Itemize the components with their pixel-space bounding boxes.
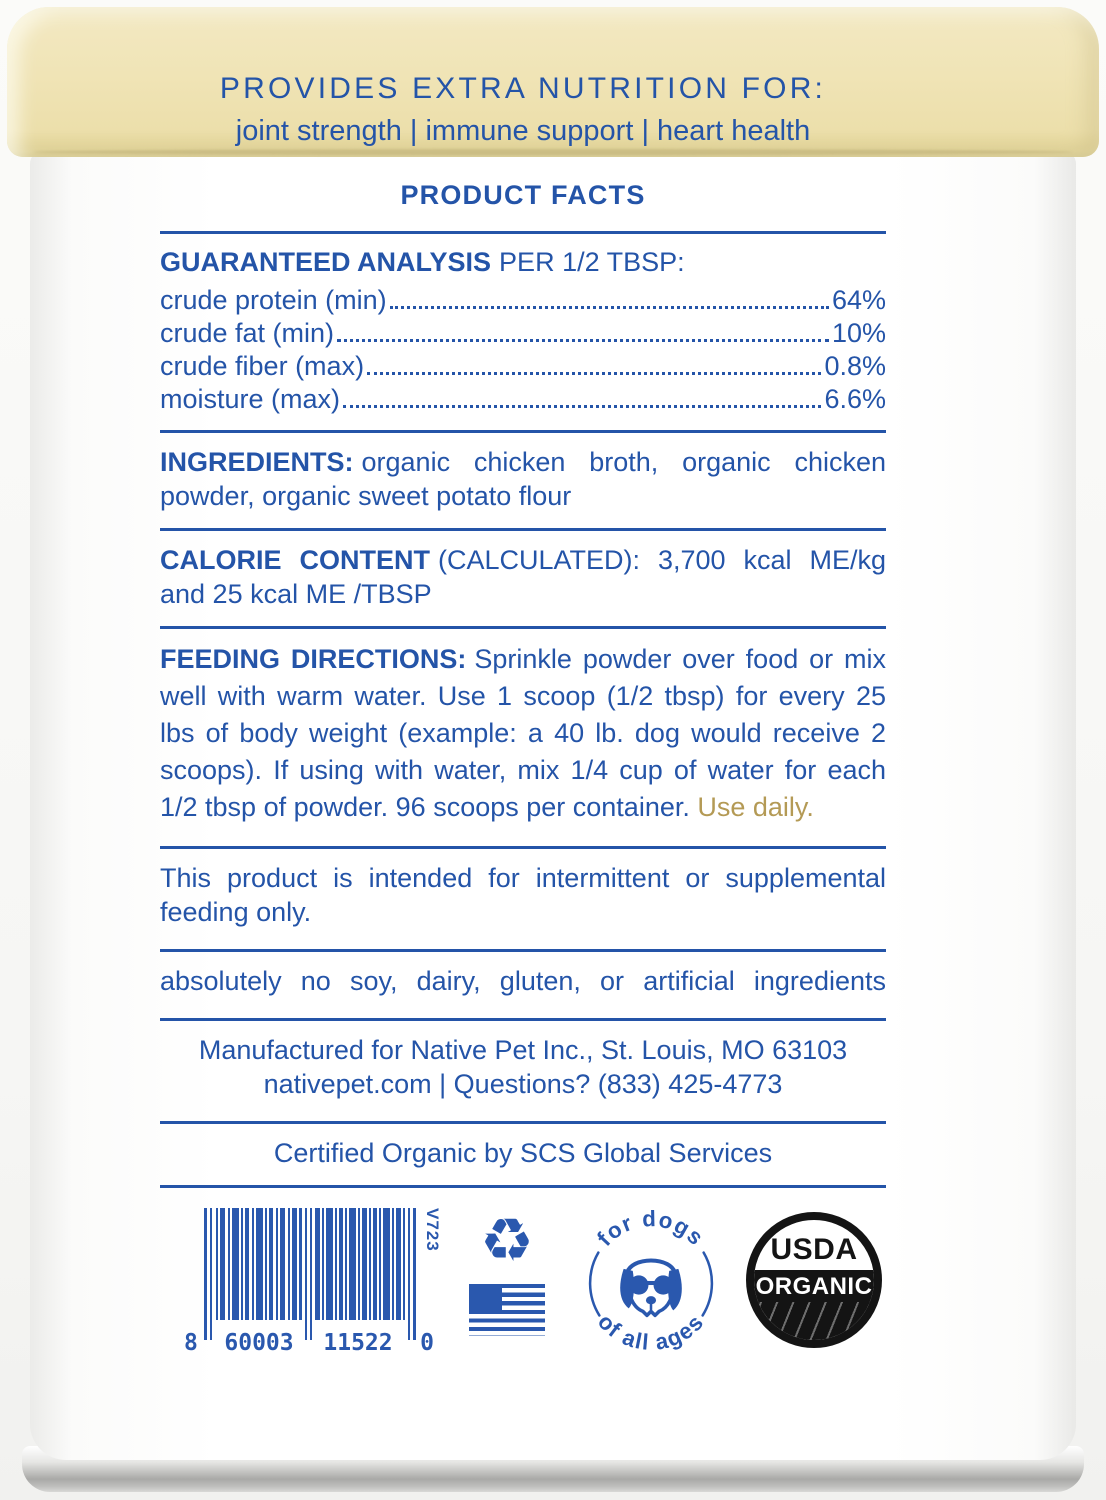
guaranteed-analysis-title xyxy=(160,247,886,278)
manufacturer-line1: Manufactured for Native Pet Inc., St. Louis, MO 63103 xyxy=(198,1035,848,1065)
for-dogs-of-all-ages-badge xyxy=(576,1204,726,1362)
badge-top-text: for dogs xyxy=(592,1206,710,1251)
calorie-paragraph xyxy=(160,543,886,611)
feeding-heading: FEEDING DIRECTIONS: xyxy=(160,644,467,674)
use-daily-note: Use daily. xyxy=(697,792,814,822)
dog-with-sunglasses-icon xyxy=(620,1260,682,1315)
dot-leader xyxy=(337,339,829,342)
analysis-row xyxy=(160,316,886,349)
dot-leader xyxy=(343,405,821,408)
analysis-row xyxy=(160,283,886,316)
divider xyxy=(160,231,886,234)
certification-line: Certified Organic by SCS Global Services xyxy=(273,1138,773,1168)
analysis-value: 6.6% xyxy=(824,384,886,414)
divider xyxy=(160,1121,886,1124)
ingredients-text: organic chicken broth, organic chicken powder, organic sweet potato flour xyxy=(160,447,886,511)
calorie-text: (CALCULATED): 3,700 kcal ME/kg and 25 kcal ME /TBSP xyxy=(160,545,886,609)
divider xyxy=(160,430,886,433)
no-claims-line: absolutely no soy, dairy, gluten, or artificial ingredients xyxy=(160,966,886,996)
barcode-digits-group2: 11522 xyxy=(323,1330,393,1356)
intermittent-note: This product is intended for intermittent or supplemental feeding only. xyxy=(160,863,886,927)
label-heading: PROVIDES EXTRA NUTRITION FOR: xyxy=(219,72,827,105)
ingredients-heading: INGREDIENTS: xyxy=(160,447,354,477)
guaranteed-analysis-heading: GUARANTEED ANALYSIS xyxy=(160,247,492,277)
barcode-bars xyxy=(204,1208,416,1340)
manufacturer-block xyxy=(160,1033,886,1101)
feeding-directions-paragraph xyxy=(160,641,886,826)
divider xyxy=(160,528,886,531)
analysis-row xyxy=(160,382,886,415)
label-subheading: joint strength | immune support | heart health xyxy=(235,115,811,147)
usda-organic-seal xyxy=(746,1212,882,1348)
barcode-digit-left: 8 xyxy=(184,1330,198,1356)
bottom-marks-row xyxy=(160,1204,886,1362)
analysis-row xyxy=(160,349,886,382)
divider xyxy=(160,626,886,629)
ingredients-paragraph xyxy=(160,445,886,513)
usda-seal-band xyxy=(746,1270,882,1304)
calorie-heading: CALORIE CONTENT xyxy=(160,545,430,575)
barcode xyxy=(184,1208,442,1358)
barcode-digit-right: 0 xyxy=(420,1330,434,1356)
feeding-text: Sprinkle powder over food or mix well with warm water. Use 1 scoop (1/2 tbsp) for every 25 lbs of body weight (example: a 40 lb. dog would receive 2 scoops). If using with water, mix 1/4 cup of water for each 1/2 tbsp of powder. 96 scoops per container. xyxy=(160,644,886,822)
divider xyxy=(160,846,886,849)
manufacturer-line2: nativepet.com | Questions? (833) 425-4773 xyxy=(263,1069,783,1099)
recycle-flag-column xyxy=(468,1206,546,1336)
divider xyxy=(160,949,886,952)
dot-leader xyxy=(390,306,829,309)
analysis-name: crude fiber (max) xyxy=(160,351,365,381)
product-facts-title: PRODUCT FACTS xyxy=(400,180,646,210)
dot-leader xyxy=(367,372,821,375)
usda-seal-band-text: ORGANIC xyxy=(755,1273,873,1300)
us-flag-icon xyxy=(469,1284,545,1336)
usda-seal-top-text: USDA xyxy=(770,1233,858,1266)
guaranteed-analysis-suffix: PER 1/2 TBSP: xyxy=(499,247,685,277)
analysis-name: crude protein (min) xyxy=(160,285,387,315)
usda-seal-field-lines xyxy=(746,1302,882,1348)
analysis-value: 64% xyxy=(831,285,886,315)
guaranteed-analysis-table xyxy=(160,283,886,415)
analysis-name: moisture (max) xyxy=(160,384,341,414)
barcode-version-code: V723 xyxy=(423,1208,442,1252)
analysis-value: 0.8% xyxy=(824,351,886,381)
divider xyxy=(160,1018,886,1021)
divider xyxy=(160,1185,886,1188)
analysis-name: crude fat (min) xyxy=(160,318,335,348)
barcode-digits-group1: 60003 xyxy=(224,1330,294,1356)
recycle-icon: ♻ xyxy=(480,1206,534,1276)
badge-bottom-text: of all ages xyxy=(592,1309,710,1355)
analysis-value: 10% xyxy=(831,318,886,348)
label-content xyxy=(160,0,886,1362)
